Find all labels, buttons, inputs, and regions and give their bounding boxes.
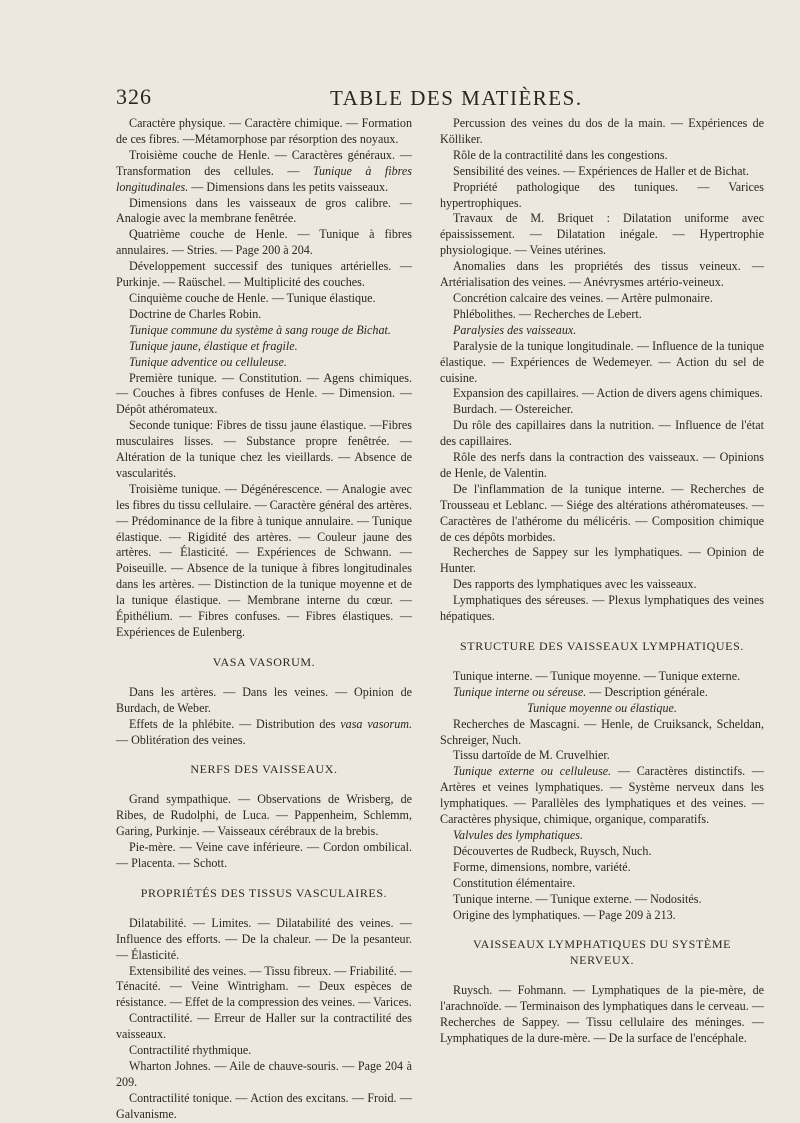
- entry: Des rapports des lymphatiques avec les vaisseaux.: [453, 577, 697, 592]
- section-heading: VAISSEAUX LYMPHATIQUES DU SYSTÈME NERVEUX.: [472, 937, 732, 968]
- entry: De l'inflammation de la tunique interne. — Recherches de Trousseau et Leblanc. — Siége des altérations athéromateuses. — Caractères de l'athérome du mélicéris. — Composition chimique de ces dépôts morbides.: [440, 481, 764, 544]
- entry: Tissu dartoïde de M. Cruvelhier.: [453, 748, 610, 763]
- section-heading: PROPRIÉTÉS DES TISSUS VASCULAIRES.: [140, 885, 388, 900]
- entry: Du rôle des capillaires dans la nutrition. — Influence de l'état des capillaires.: [440, 418, 764, 449]
- section-heading: VASA VASORUM.: [212, 654, 316, 669]
- entry: Tunique interne. — Tunique externe. — Nodosités.: [453, 891, 702, 906]
- entry: Recherches de Sappey sur les lymphatiques. — Opinion de Hunter.: [440, 545, 764, 576]
- entry: Tunique interne ou séreuse. — Description générale.: [453, 684, 708, 699]
- entry: Cinquième couche de Henle. — Tunique élastique.: [129, 290, 376, 305]
- entry: Propriété pathologique des tuniques. — Varices hypertrophiques.: [440, 179, 764, 210]
- entry: Troisième couche de Henle. — Caractères généraux. — Transformation des cellules. — Tunique à fibres longitudinales. — Dimensions dans les petits vaisseaux.: [116, 147, 412, 194]
- entry: Recherches de Mascagni. — Henle, de Cruiksanck, Scheldan, Schreiger, Nuch.: [440, 716, 764, 747]
- entry: Dilatabilité. — Limites. — Dilatabilité des veines. — Influence des efforts. — De la chaleur. — De la pesanteur. — Élasticité.: [116, 915, 412, 962]
- right-column: [440, 116, 764, 1047]
- entry: Tunique externe ou celluleuse. — Caractères distinctifs. — Artères et veines lymphatiques. — Système nerveux dans les lymphatiques. — Parallèles des lymphatiques et des veines. — Caractères physique, chimique, organique, comparatifs.: [440, 764, 764, 827]
- entry: Tunique jaune, élastique et fragile.: [129, 338, 298, 353]
- page-number: 326: [116, 84, 152, 109]
- entry: Paralysies des vaisseaux.: [453, 322, 577, 337]
- entry: Extensibilité des veines. — Tissu fibreux. — Friabilité. — Ténacité. — Veine Wintrigham. — Deux espèces de résistance. — Effet de la compression des veines. — Varices.: [116, 963, 412, 1010]
- entry: Phlébolithes. — Recherches de Lebert.: [453, 306, 642, 321]
- entry: Troisième tunique. — Dégénérescence. — Analogie avec les fibres du tissu cellulaire. — Caractère général des artères. — Prédominance de la fibre à tunique annulaire. — Tunique élastique. — Rigidité des artères. — Couleur jaune des artères. — Élasticité. — Expériences de Schwann. — Poiseuille. — Absence de la tunique à fibres longitudinales dans les artères. — Distinction de la tunique moyenne et de la tunique élastique. — Membrane interne du cœur. — Épithélium. — Fibres confuses. — Fibres élastiques. — Expériences de Eulenberg.: [116, 481, 412, 639]
- entry: Seconde tunique: Fibres de tissu jaune élastique. —Fibres musculaires lisses. — Substance propre fenêtrée. — Altération de la tunique chez les vieillards. — Absence de vascularités.: [116, 418, 412, 480]
- entry: Tunique moyenne ou élastique.: [527, 700, 677, 715]
- entry: Paralysie de la tunique longitudinale. — Influence de la tunique élastique. — Expériences de Wedemeyer. — Action du sel de cuisine.: [440, 338, 764, 385]
- entry: Rôle de la contractilité dans les congestions.: [453, 147, 668, 162]
- entry: Grand sympathique. — Observations de Wrisberg, de Ribes, de Rudolphi, de Luca. — Pappenheim, Schlemm, Garing, Purkinje. — Vaisseaux cérébraux de la brebis.: [116, 792, 412, 839]
- entry: Percussion des veines du dos de la main. — Expériences de Kölliker.: [440, 116, 764, 146]
- entry: Valvules des lymphatiques.: [453, 827, 583, 842]
- entry: Forme, dimensions, nombre, variété.: [453, 859, 631, 874]
- entry: Contractilité tonique. — Action des excitans. — Froid. — Galvanisme.: [116, 1090, 412, 1121]
- entry: Origine des lymphatiques. — Page 209 à 213.: [453, 907, 676, 922]
- entry: Quatrième couche de Henle. — Tunique à fibres annulaires. — Stries. — Page 200 à 204.: [116, 227, 412, 258]
- entry: Sensibilité des veines. — Expériences de Haller et de Bichat.: [453, 163, 749, 178]
- entry: Travaux de M. Briquet : Dilatation uniforme avec épaississement. — Dilatation inégale. — Hypertrophie physiologique. — Veines utérines.: [440, 211, 764, 258]
- entry: Anomalies dans les propriétés des tissus veineux. — Artérialisation des veines. — Anévrysmes artério-veineux.: [440, 259, 764, 290]
- entry: Concrétion calcaire des veines. — Artère pulmonaire.: [453, 290, 713, 305]
- section-heading: STRUCTURE DES VAISSEAUX LYMPHATIQUES.: [460, 639, 744, 653]
- entry: Développement successif des tuniques artérielles. —Purkinje. — Raüschel. — Multiplicité des couches.: [116, 259, 412, 290]
- entry: Ruysch. — Fohmann. — Lymphatiques de la pie-mère, de l'arachnoïde. — Terminaison des lymphatiques dans le cerveau. — Recherches de Sappey. — Tissu cellulaire des méninges. — Lymphatiques de la dure-mère. — De la surface de l'encéphale.: [440, 983, 764, 1045]
- entry: Dimensions dans les vaisseaux de gros calibre. — Analogie avec la membrane fenêtrée.: [116, 195, 412, 226]
- entry: Tunique adventice ou celluleuse.: [129, 354, 287, 369]
- left-column: [116, 116, 412, 1123]
- entry: Tunique commune du système à sang rouge de Bichat.: [129, 322, 391, 337]
- entry: Première tunique. — Constitution. — Agens chimiques. — Couches à fibres confuses de Henle. — Dimension. — Dépôt athéromateux.: [116, 370, 412, 417]
- entry: Pie-mère. — Veine cave inférieure. — Cordon ombilical. — Placenta. — Schott.: [116, 840, 412, 870]
- entry: Tunique interne. — Tunique moyenne. — Tunique externe.: [453, 668, 741, 683]
- entry: Lymphatiques des séreuses. — Plexus lymphatiques des veines hépatiques.: [440, 593, 764, 624]
- entry: Contractilité rhythmique.: [129, 1043, 252, 1058]
- entry: Doctrine de Charles Robin.: [129, 306, 262, 321]
- entry: Contractilité. — Erreur de Haller sur la contractilité des vaisseaux.: [116, 1011, 412, 1042]
- entry: Wharton Johnes. — Aile de chauve-souris. — Page 204 à 209.: [116, 1058, 412, 1089]
- entry: Découvertes de Rudbeck, Ruysch, Nuch.: [453, 843, 652, 858]
- entry: Dans les artères. — Dans les veines. — Opinion de Burdach, de Weber.: [116, 684, 412, 715]
- running-title: TABLE DES MATIÈRES.: [330, 86, 583, 110]
- entry: Effets de la phlébite. — Distribution des vasa vasorum. — Oblitération des veines.: [116, 716, 412, 747]
- entry: Constitution élémentaire.: [453, 875, 576, 890]
- entry: Expansion des capillaires. — Action de divers agens chimiques.: [453, 386, 763, 401]
- entry: Burdach. — Ostereicher.: [453, 402, 574, 417]
- entry: Caractère physique. — Caractère chimique. — Formation de ces fibres. —Métamorphose par résorption des noyaux.: [116, 116, 412, 146]
- entry: Rôle des nerfs dans la contraction des vaisseaux. — Opinions de Henle, de Valentin.: [440, 450, 764, 480]
- section-heading: NERFS DES VAISSEAUX.: [190, 762, 338, 777]
